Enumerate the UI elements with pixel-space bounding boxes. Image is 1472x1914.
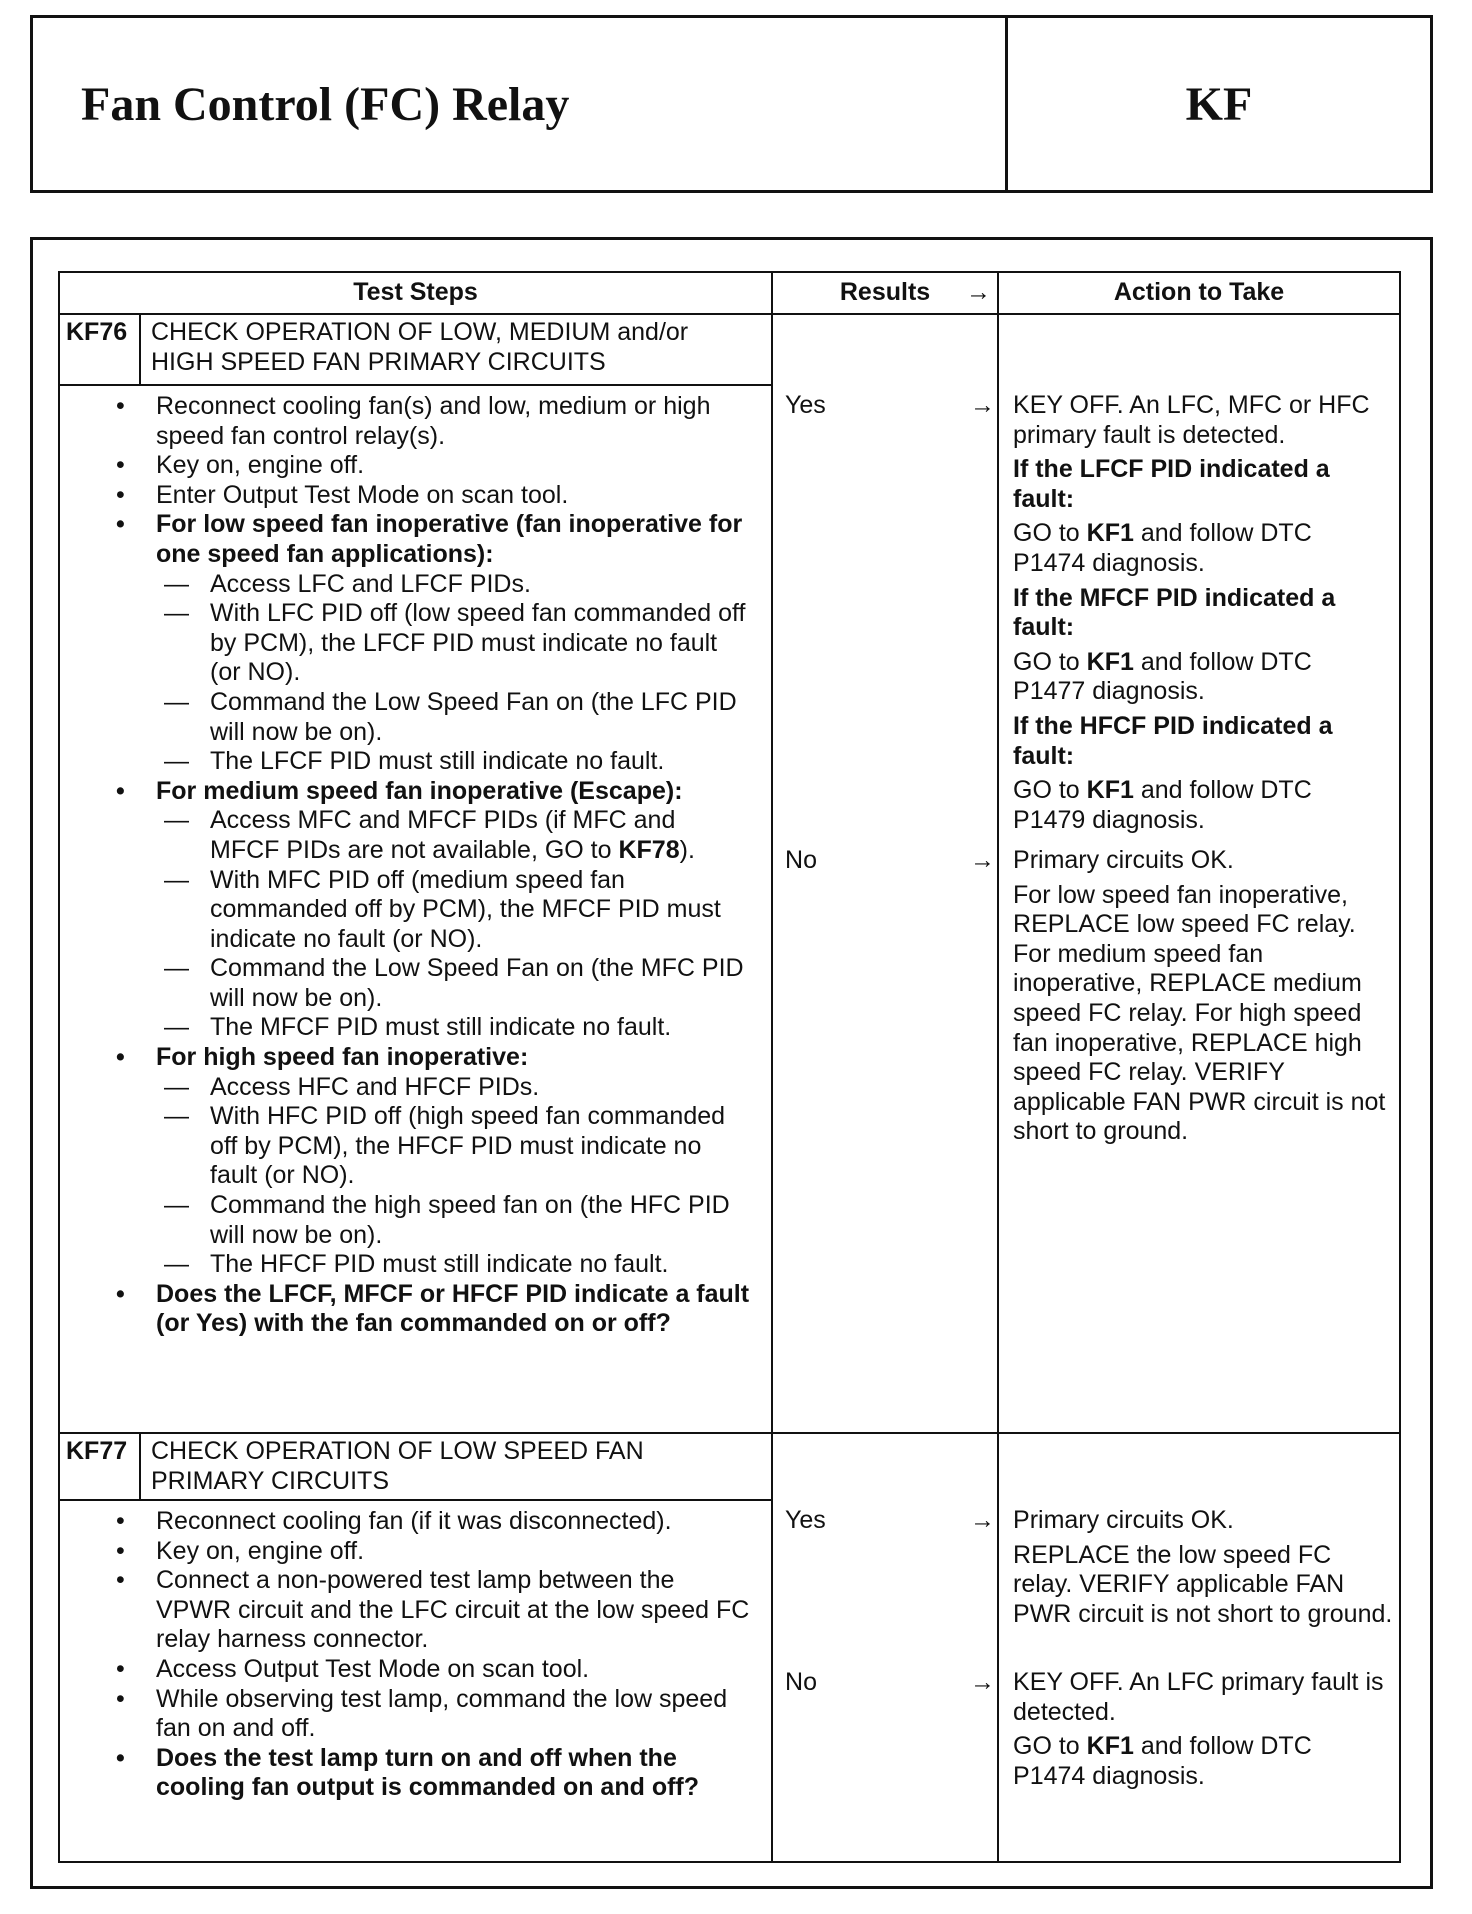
action-goto: GO to KF1 and follow DTC P1474 diagnosis. (1013, 1732, 1312, 1790)
action-text: For low speed fan inoperative, REPLACE low speed FC relay. For medium speed fan inoperative, REPLACE medium speed FC relay. For high speed fan inoperative, REPLACE high speed FC relay. VERIFY applicable FAN PWR circuit is not short to ground. (1013, 880, 1386, 1146)
step-body-kf76 (59, 385, 772, 1433)
step-dash: — The MFCF PID must still indicate no fault. (156, 1013, 751, 1043)
action-no-kf76 (1013, 846, 1393, 1152)
results-label: Results (839, 278, 931, 307)
ref-kf1: KF1 (1086, 519, 1134, 548)
step-title-line: CHECK OPERATION OF LOW, MEDIUM and/or (151, 318, 689, 346)
section-code: KF (1185, 77, 1253, 131)
action-text: KEY OFF. An LFC primary fault is detected. (1013, 1668, 1384, 1726)
action-kf76 (998, 314, 1400, 1433)
result-yes (785, 1506, 997, 1536)
step-dash: — With MFC PID off (medium speed fan commanded off by PCM), the MFCF PID must indicate no fault (or NO). (156, 866, 751, 955)
table-row (59, 314, 1400, 385)
action-kf77 (998, 1433, 1400, 1862)
results-kf77 (772, 1433, 998, 1862)
step-title-kf77 (140, 1433, 772, 1500)
step-bullet: • Does the test lamp turn on and off when the cooling fan output is commanded on and off? (156, 1744, 751, 1803)
arrow-right-icon: → (970, 846, 996, 874)
table-header-row (59, 272, 1400, 314)
arrow-right-icon: → (970, 1668, 996, 1696)
step-bullet: • Key on, engine off. (156, 451, 751, 481)
action-goto: GO to KF1 and follow DTC P1477 diagnosis. (1013, 647, 1312, 706)
step-body-kf77 (59, 1500, 772, 1862)
page-title: Fan Control (FC) Relay (33, 18, 1008, 190)
step-code-kf76: KF76 (59, 314, 140, 385)
arrow-right-icon: → (970, 391, 996, 419)
step-title-line: HIGH SPEED FAN PRIMARY CIRCUITS (151, 347, 606, 376)
result-yes-label: Yes (785, 391, 826, 419)
arrow-right-icon: → (970, 1506, 996, 1534)
action-yes-kf76 (1013, 391, 1393, 840)
arrow-right-icon: → (966, 278, 992, 307)
step-dash: — Command the Low Speed Fan on (the LFC PID will now be on). (156, 688, 751, 747)
step-bullet: • Reconnect cooling fan(s) and low, medium or high speed fan control relay(s). (156, 392, 751, 451)
step-bullet: • For medium speed fan inoperative (Escape): (156, 777, 751, 807)
result-no (785, 1668, 997, 1698)
result-yes (785, 391, 997, 421)
step-bullet: • Does the LFCF, MFCF or HFCF PID indicate a fault (or Yes) with the fan commanded on or off? (156, 1280, 751, 1339)
ref-kf78: KF78 (618, 835, 680, 864)
step-bullet: • For high speed fan inoperative: (156, 1043, 751, 1073)
action-yes-kf77 (1013, 1506, 1393, 1634)
step-dash: — The LFCF PID must still indicate no fault. (156, 747, 751, 777)
step-bullet: • For low speed fan inoperative (fan inoperative for one speed fan applications): (156, 510, 751, 569)
step-dash: — With HFC PID off (high speed fan commanded off by PCM), the HFCF PID must indicate no fault (or NO). (156, 1102, 751, 1191)
action-no-kf77 (1013, 1668, 1393, 1796)
step-bullet: • Access Output Test Mode on scan tool. (156, 1655, 751, 1685)
step-bullet: • Enter Output Test Mode on scan tool. (156, 481, 751, 511)
action-goto: GO to KF1 and follow DTC P1474 diagnosis. (1013, 519, 1312, 577)
step-bullet: • Key on, engine off. (156, 1537, 751, 1567)
step-dash: — Access LFC and LFCF PIDs. (156, 570, 751, 600)
test-steps-table (58, 271, 1401, 1863)
col-header-action: Action to Take (998, 272, 1400, 314)
step-dash: — Access MFC and MFCF PIDs (if MFC and MFCF PIDs are not available, GO to KF78). (156, 806, 751, 865)
step-code-kf77: KF77 (59, 1433, 140, 1500)
results-kf76 (772, 314, 998, 1433)
action-goto: GO to KF1 and follow DTC P1479 diagnosis. (1013, 776, 1312, 834)
action-heading: If the LFCF PID indicated a fault: (1013, 455, 1330, 513)
page-header (30, 15, 1433, 193)
step-title-line: CHECK OPERATION OF LOW SPEED FAN (151, 1437, 644, 1465)
step-dash: — With LFC PID off (low speed fan commanded off by PCM), the LFCF PID must indicate no fault (or NO). (156, 599, 751, 688)
ref-kf1: KF1 (1086, 776, 1134, 805)
action-heading: If the HFCF PID indicated a fault: (1013, 711, 1333, 770)
result-no-label: No (785, 846, 817, 874)
step-bullet: • Reconnect cooling fan (if it was disconnected). (156, 1507, 751, 1537)
result-no (785, 846, 997, 876)
step-dash: — Access HFC and HFCF PIDs. (156, 1073, 751, 1103)
ref-kf1: KF1 (1086, 1732, 1134, 1761)
col-header-results (772, 272, 998, 314)
result-no-label: No (785, 1668, 817, 1696)
step-bullet: • While observing test lamp, command the low speed fan on and off. (156, 1685, 751, 1744)
action-text: KEY OFF. An LFC, MFC or HFC primary fault is detected. (1013, 391, 1370, 449)
step-dash: — The HFCF PID must still indicate no fault. (156, 1250, 751, 1280)
step-dash: — Command the Low Speed Fan on (the MFC PID will now be on). (156, 954, 751, 1013)
action-text: REPLACE the low speed FC relay. VERIFY applicable FAN PWR circuit is not short to ground. (1013, 1540, 1393, 1628)
ref-kf1: KF1 (1086, 647, 1134, 676)
action-text: Primary circuits OK. (1013, 846, 1234, 874)
step-dash: — Command the high speed fan on (the HFC PID will now be on). (156, 1191, 751, 1250)
table-row (59, 1433, 1400, 1500)
action-heading: If the MFCF PID indicated a fault: (1013, 583, 1336, 642)
step-title-line: PRIMARY CIRCUITS (151, 1466, 390, 1495)
col-header-test-steps: Test Steps (59, 272, 772, 314)
result-yes-label: Yes (785, 1506, 826, 1534)
step-bullet: • Connect a non-powered test lamp between the VPWR circuit and the LFC circuit at the low speed FC relay harness connector. (156, 1566, 751, 1655)
step-title-kf76 (140, 314, 772, 385)
action-text: Primary circuits OK. (1013, 1506, 1234, 1534)
